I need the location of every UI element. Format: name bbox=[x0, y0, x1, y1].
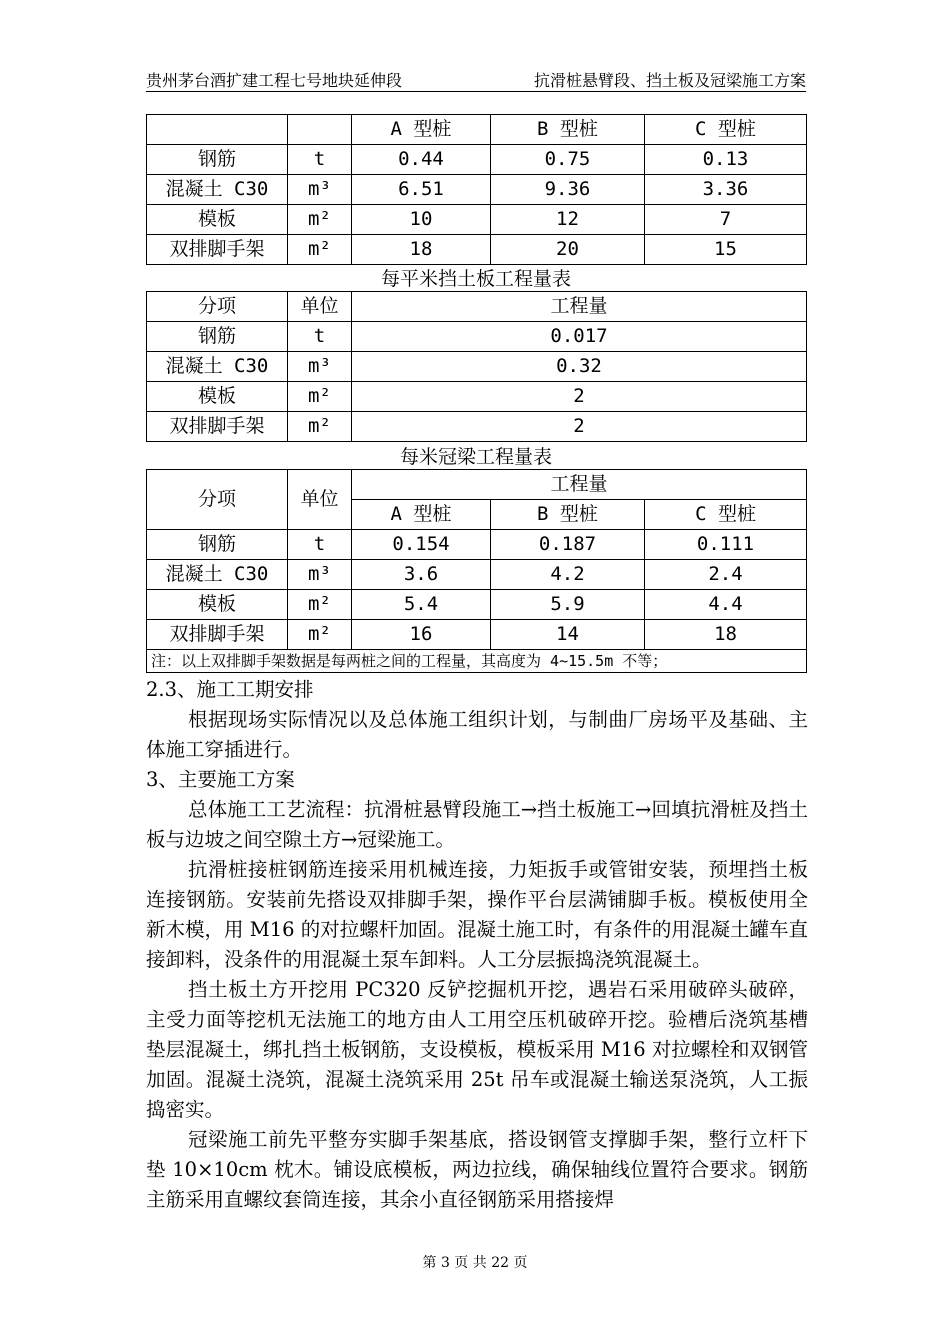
section-heading: 2.3、施工工期安排 bbox=[146, 678, 314, 701]
header-document-title: 抗滑桩悬臂段、挡土板及冠梁施工方案 bbox=[533, 71, 806, 90]
table-cell: 4.2 bbox=[491, 560, 645, 590]
table-cell: m² bbox=[288, 235, 352, 265]
table-cell: 混凝土 C30 bbox=[147, 175, 288, 205]
table-cell: 16 bbox=[352, 620, 491, 650]
table-cell: 双排脚手架 bbox=[147, 412, 288, 442]
table-cell: 0.017 bbox=[352, 322, 807, 352]
table-cell: 模板 bbox=[147, 590, 288, 620]
table-cell: m² bbox=[288, 412, 352, 442]
table-cell: 双排脚手架 bbox=[147, 620, 288, 650]
table-cell: 双排脚手架 bbox=[147, 235, 288, 265]
table-cell: 15 bbox=[645, 235, 807, 265]
table-cell: 3.36 bbox=[645, 175, 807, 205]
table-cell: 钢筋 bbox=[147, 322, 288, 352]
paragraph: 总体施工工艺流程：抗滑桩悬臂段施工→挡土板施工→回填抗滑桩及挡土板与边坡之间空隙土方→冠梁施工。 bbox=[146, 798, 808, 851]
table-cell: 2.4 bbox=[645, 560, 807, 590]
table-row bbox=[147, 530, 807, 560]
table-cell: A 型桩 bbox=[352, 500, 491, 530]
table-cell: 0.111 bbox=[645, 530, 807, 560]
table-cell: 10 bbox=[352, 205, 491, 235]
page-number: 第 3 页 共 22 页 bbox=[422, 1255, 528, 1271]
crown-beam-table-caption: 每米冠梁工程量表 bbox=[399, 446, 552, 468]
table-row bbox=[147, 620, 807, 650]
table-cell: C 型桩 bbox=[645, 500, 807, 530]
table-cell: 12 bbox=[491, 205, 645, 235]
paragraph: 冠梁施工前先平整夯实脚手架基底，搭设钢管支撑脚手架，整行立杆下垫 10×10cm 枕木。铺设底模板，两边拉线，确保轴线位置符合要求。钢筋主筋采用直螺纹套筒连接，其余小直径钢筋采用搭接焊 bbox=[146, 1128, 808, 1211]
table-cell: m³ bbox=[288, 560, 352, 590]
paragraph: 抗滑桩接桩钢筋连接采用机械连接，力矩扳手或管钳安装，预埋挡土板连接钢筋。安装前先搭设双排脚手架，操作平台层满铺脚手板。模板使用全新木模，用 M16 的对拉螺杆加固。混凝土施工时，有条件的用混凝土罐车直接卸料，没条件的用混凝土泵车卸料。人工分层振捣浇筑混凝土。 bbox=[146, 858, 808, 971]
table-row bbox=[147, 235, 807, 265]
table-cell: 分项 bbox=[147, 292, 288, 322]
page-header bbox=[146, 62, 806, 92]
table-cell: A 型桩 bbox=[352, 115, 491, 145]
table-cell: t bbox=[288, 530, 352, 560]
table-cell: 0.44 bbox=[352, 145, 491, 175]
table-cell: C 型桩 bbox=[645, 115, 807, 145]
table-cell: m² bbox=[288, 590, 352, 620]
table-cell: 2 bbox=[352, 412, 807, 442]
table-cell: 0.32 bbox=[352, 352, 807, 382]
table-header-row bbox=[147, 292, 807, 322]
table-row bbox=[147, 322, 807, 352]
table-cell: 0.75 bbox=[491, 145, 645, 175]
table-row bbox=[147, 205, 807, 235]
table-row bbox=[147, 145, 807, 175]
table-cell: 钢筋 bbox=[147, 145, 288, 175]
table-cell: 0.187 bbox=[491, 530, 645, 560]
table-cell: 4.4 bbox=[645, 590, 807, 620]
table-cell: 20 bbox=[491, 235, 645, 265]
table-cell: B 型桩 bbox=[491, 115, 645, 145]
section-heading: 3、主要施工方案 bbox=[146, 768, 295, 791]
table-cell: 单位 bbox=[288, 292, 352, 322]
table-cell: 工程量 bbox=[352, 292, 807, 322]
table-cell: m² bbox=[288, 382, 352, 412]
table-note: 注：以上双排脚手架数据是每两桩之间的工程量，其高度为 4~15.5m 不等； bbox=[147, 650, 807, 673]
table-cell: 5.9 bbox=[491, 590, 645, 620]
table-row bbox=[147, 382, 807, 412]
table-cell: 钢筋 bbox=[147, 530, 288, 560]
table-cell: 14 bbox=[491, 620, 645, 650]
table-cell: 6.51 bbox=[352, 175, 491, 205]
table-cell bbox=[288, 115, 352, 145]
crown-beam-table bbox=[146, 469, 807, 673]
table-cell: 18 bbox=[645, 620, 807, 650]
retaining-plate-table-caption: 每平米挡土板工程量表 bbox=[380, 268, 571, 290]
header-rule bbox=[146, 91, 806, 92]
table-cell: m² bbox=[288, 620, 352, 650]
table-cell: m² bbox=[288, 205, 352, 235]
body-text bbox=[146, 675, 808, 1215]
pile-quantity-table bbox=[146, 114, 807, 265]
retaining-plate-table bbox=[146, 291, 807, 442]
paragraph: 根据现场实际情况以及总体施工组织计划，与制曲厂房场平及基础、主体施工穿插进行。 bbox=[146, 708, 808, 761]
table-header-row bbox=[147, 115, 807, 145]
table-cell: 工程量 bbox=[352, 470, 807, 500]
table-header-row bbox=[147, 470, 807, 500]
table-cell: t bbox=[288, 145, 352, 175]
header-project-name: 贵州茅台酒扩建工程七号地块延伸段 bbox=[146, 71, 403, 90]
table-note-row bbox=[147, 650, 807, 673]
table-row bbox=[147, 352, 807, 382]
table-cell: m³ bbox=[288, 175, 352, 205]
table-cell: 单位 bbox=[288, 470, 352, 530]
table-cell: B 型桩 bbox=[491, 500, 645, 530]
table-cell: 18 bbox=[352, 235, 491, 265]
table-cell: 7 bbox=[645, 205, 807, 235]
table-row bbox=[147, 175, 807, 205]
table-row bbox=[147, 412, 807, 442]
table-cell: 3.6 bbox=[352, 560, 491, 590]
table-cell: m³ bbox=[288, 352, 352, 382]
table-cell: 模板 bbox=[147, 205, 288, 235]
table-cell: 9.36 bbox=[491, 175, 645, 205]
paragraph: 挡土板土方开挖用 PC320 反铲挖掘机开挖，遇岩石采用破碎头破碎，主受力面等挖机无法施工的地方由人工用空压机破碎开挖。验槽后浇筑基槽垫层混凝土，绑扎挡土板钢筋，支设模板，模板采用 M16 对拉螺栓和双钢管加固。混凝土浇筑，混凝土浇筑采用 25t 吊车或混凝土输送泵浇筑，人工振捣密实。 bbox=[146, 978, 808, 1121]
table-cell: 混凝土 C30 bbox=[147, 560, 288, 590]
table-cell: 分项 bbox=[147, 470, 288, 530]
table-row bbox=[147, 590, 807, 620]
table-cell bbox=[147, 115, 288, 145]
table-cell: t bbox=[288, 322, 352, 352]
table-cell: 2 bbox=[352, 382, 807, 412]
table-cell: 混凝土 C30 bbox=[147, 352, 288, 382]
table-cell: 模板 bbox=[147, 382, 288, 412]
table-cell: 0.154 bbox=[352, 530, 491, 560]
table-cell: 0.13 bbox=[645, 145, 807, 175]
table-row bbox=[147, 560, 807, 590]
table-cell: 5.4 bbox=[352, 590, 491, 620]
